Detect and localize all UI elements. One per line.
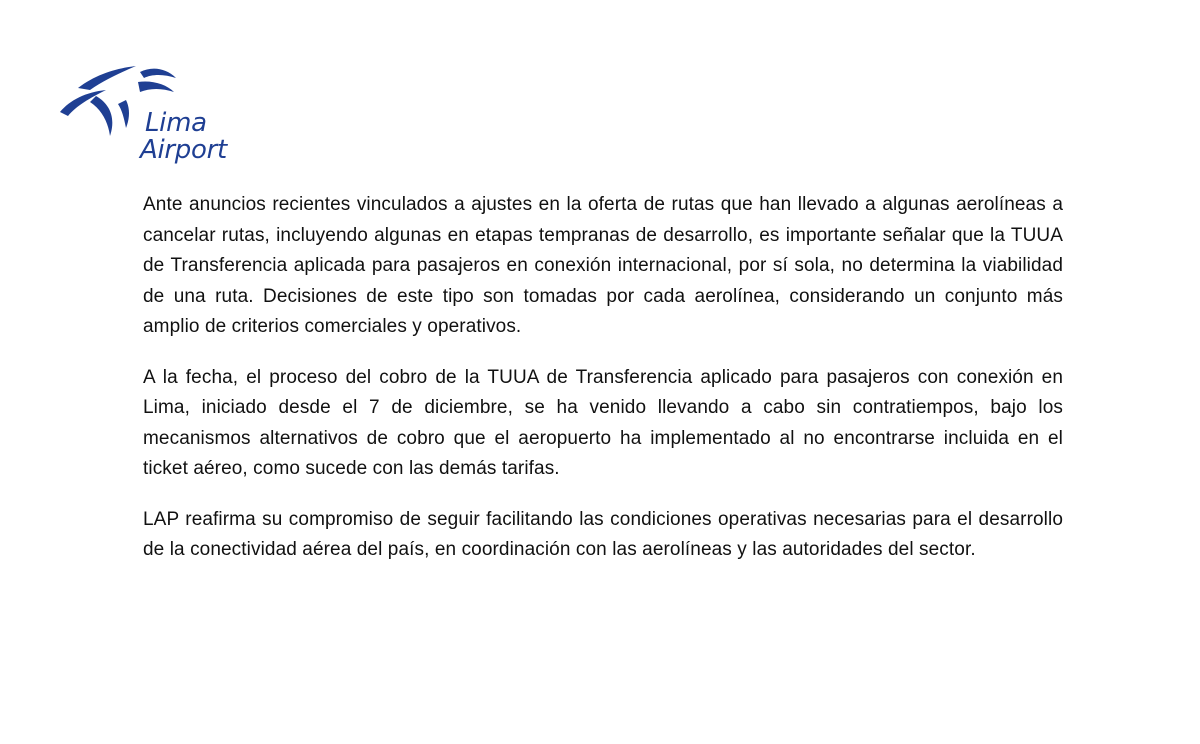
paragraph-1: Ante anuncios recientes vinculados a ajustes en la oferta de rutas que han llevado a algunas aerolíneas a cancelar rutas, incluyendo algunas en etapas tempranas de desarrollo, es importante señalar que la TUUA de Transferencia aplicada para pasajeros en conexión internacional, por sí sola, no determina la viabilidad de una ruta. Decisiones de este tipo son tomadas por cada aerolínea, considerando un conjunto más amplio de criterios comerciales y operativos. (143, 194, 1063, 337)
paragraph-2: A la fecha, el proceso del cobro de la TUUA de Transferencia aplicado para pasajeros con conexión en Lima, iniciado desde el 7 de diciembre, se ha venido llevando a cabo sin contratiempos, bajo los mecanismos alternativos de cobro que el aeropuerto ha implementado al no encontrarse incluida en el ticket aéreo, como sucede con las demás tarifas. (143, 366, 1063, 479)
logo-line-2: Airport (140, 135, 227, 165)
paragraph-3: LAP reafirma su compromiso de seguir facilitando las condiciones operativas necesarias para el desarrollo de la conectividad aérea del país, en coordinación con las aerolíneas y las autoridades del sector. (143, 508, 1063, 560)
logo-wordmark (140, 110, 227, 164)
statement-body (143, 190, 1063, 586)
logo-line-1: Lima (145, 108, 207, 138)
lima-airport-logo (56, 60, 256, 180)
